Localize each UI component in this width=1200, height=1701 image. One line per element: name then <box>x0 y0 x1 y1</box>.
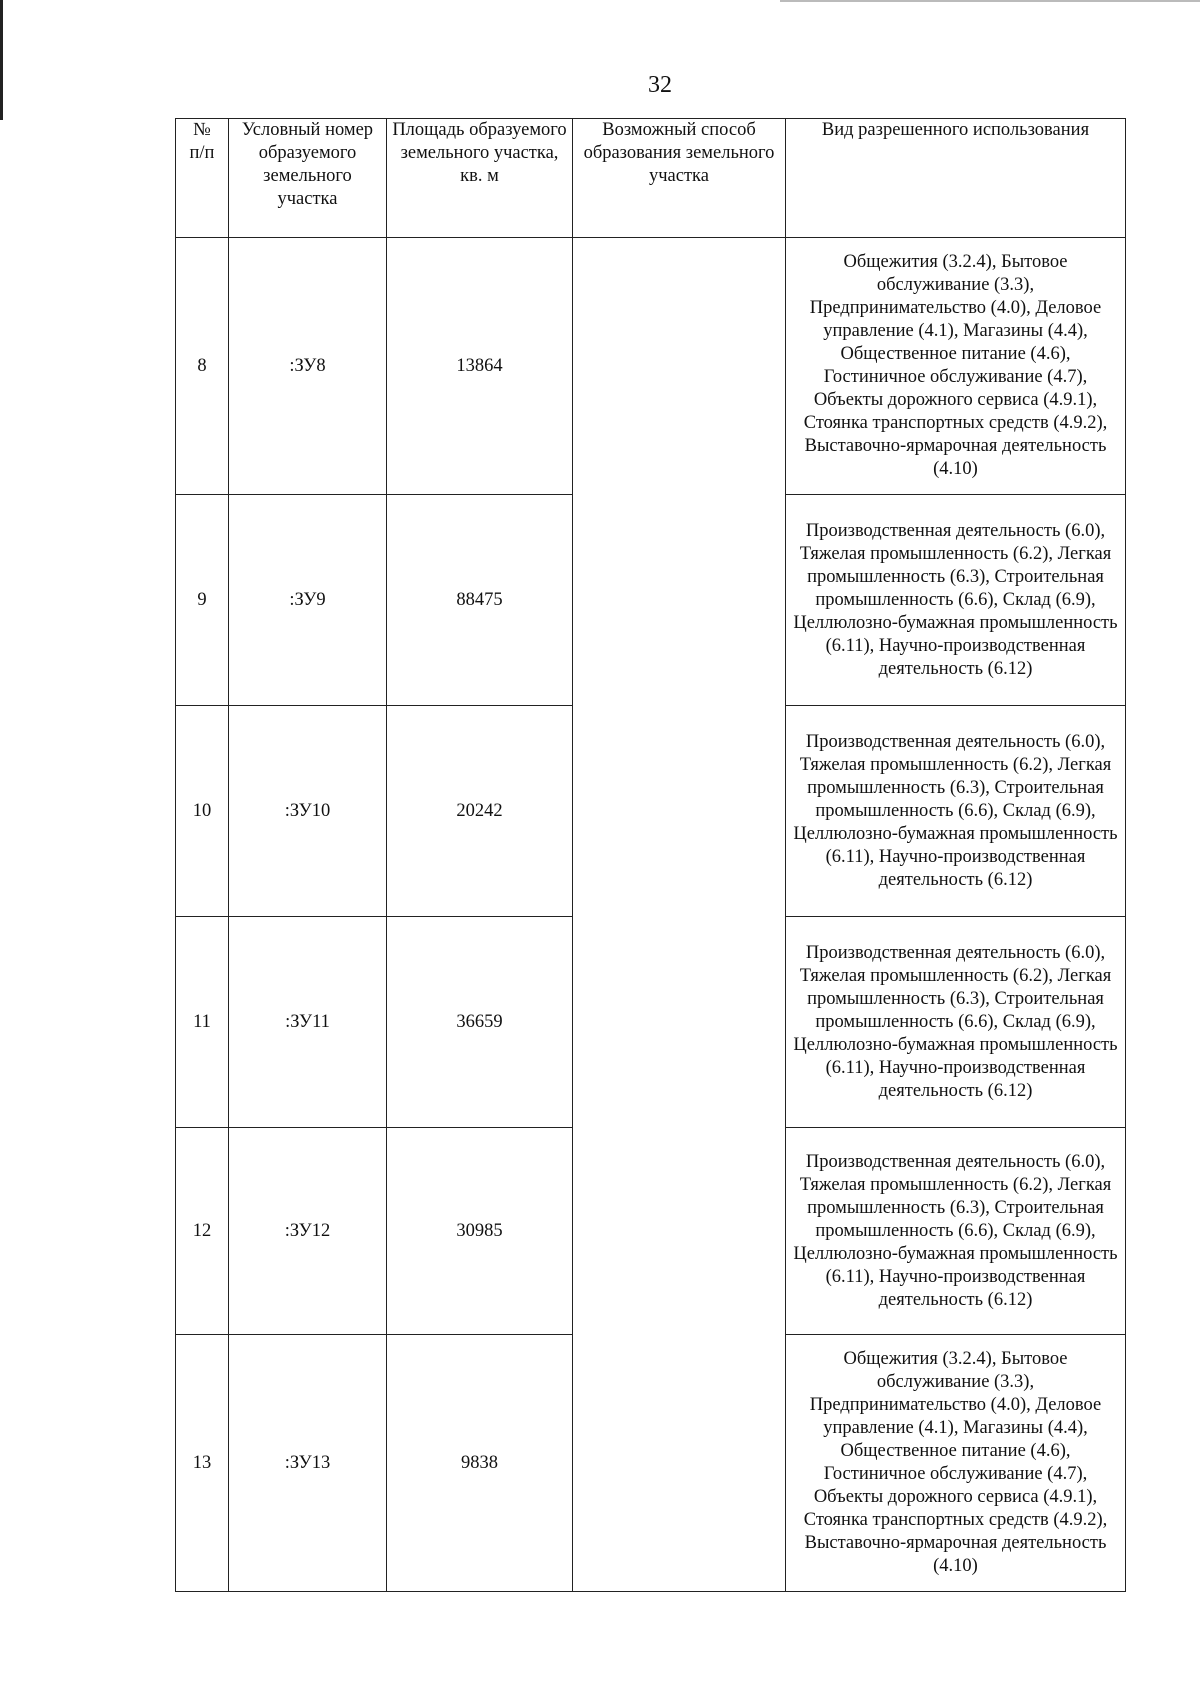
permitted-use: Производственная деятельность (6.0), Тяжелая промышленность (6.2), Легкая промышленность (6.3), Строительная промышленность (6.6), Склад (6.9), Целлюлозно-бумажная промышленность (6.11), Научно-производственная деятельность (6.12) <box>786 917 1126 1128</box>
row-number: 9 <box>176 495 229 706</box>
plot-code: :ЗУ12 <box>229 1128 387 1335</box>
scan-edge-mark <box>0 0 3 120</box>
permitted-use: Общежития (3.2.4), Бытовое обслуживание (3.3), Предпринимательство (4.0), Деловое управление (4.1), Магазины (4.4), Общественное питание (4.6), Гостиничное обслуживание (4.7), Объекты дорожного сервиса (4.9.1), Стоянка транспортных средств (4.9.2), Выставочно-ярмарочная деятельность (4.10) <box>786 238 1126 495</box>
plot-code: :ЗУ13 <box>229 1335 387 1592</box>
header-formation-method: Возможный способ образования земельного участка <box>573 119 786 238</box>
row-number: 13 <box>176 1335 229 1592</box>
table-header-row <box>176 119 1126 238</box>
plot-area: 30985 <box>387 1128 573 1335</box>
permitted-use: Производственная деятельность (6.0), Тяжелая промышленность (6.2), Легкая промышленность (6.3), Строительная промышленность (6.6), Склад (6.9), Целлюлозно-бумажная промышленность (6.11), Научно-производственная деятельность (6.12) <box>786 1128 1126 1335</box>
row-number: 11 <box>176 917 229 1128</box>
page-number: 32 <box>648 72 672 98</box>
table-row <box>176 238 1126 495</box>
row-number: 10 <box>176 706 229 917</box>
plot-code: :ЗУ9 <box>229 495 387 706</box>
permitted-use: Производственная деятельность (6.0), Тяжелая промышленность (6.2), Легкая промышленность (6.3), Строительная промышленность (6.6), Склад (6.9), Целлюлозно-бумажная промышленность (6.11), Научно-производственная деятельность (6.12) <box>786 495 1126 706</box>
plot-code: :ЗУ10 <box>229 706 387 917</box>
plot-area: 20242 <box>387 706 573 917</box>
plot-code: :ЗУ8 <box>229 238 387 495</box>
plot-area: 9838 <box>387 1335 573 1592</box>
header-plot-code: Условный номер образуемого земельного участка <box>229 119 387 238</box>
row-number: 12 <box>176 1128 229 1335</box>
land-plots-table <box>175 118 1126 1592</box>
scan-edge-line <box>780 0 1200 2</box>
plot-area: 88475 <box>387 495 573 706</box>
permitted-use: Общежития (3.2.4), Бытовое обслуживание (3.3), Предпринимательство (4.0), Деловое управление (4.1), Магазины (4.4), Общественное питание (4.6), Гостиничное обслуживание (4.7), Объекты дорожного сервиса (4.9.1), Стоянка транспортных средств (4.9.2), Выставочно-ярмарочная деятельность (4.10) <box>786 1335 1126 1592</box>
plot-code: :ЗУ11 <box>229 917 387 1128</box>
plot-area: 13864 <box>387 238 573 495</box>
header-number: № п/п <box>176 119 229 238</box>
row-number: 8 <box>176 238 229 495</box>
formation-method-cell <box>573 238 786 1592</box>
header-permitted-use: Вид разрешенного использования <box>786 119 1126 238</box>
plot-area: 36659 <box>387 917 573 1128</box>
header-area: Площадь образуемого земельного участка, кв. м <box>387 119 573 238</box>
permitted-use: Производственная деятельность (6.0), Тяжелая промышленность (6.2), Легкая промышленность (6.3), Строительная промышленность (6.6), Склад (6.9), Целлюлозно-бумажная промышленность (6.11), Научно-производственная деятельность (6.12) <box>786 706 1126 917</box>
